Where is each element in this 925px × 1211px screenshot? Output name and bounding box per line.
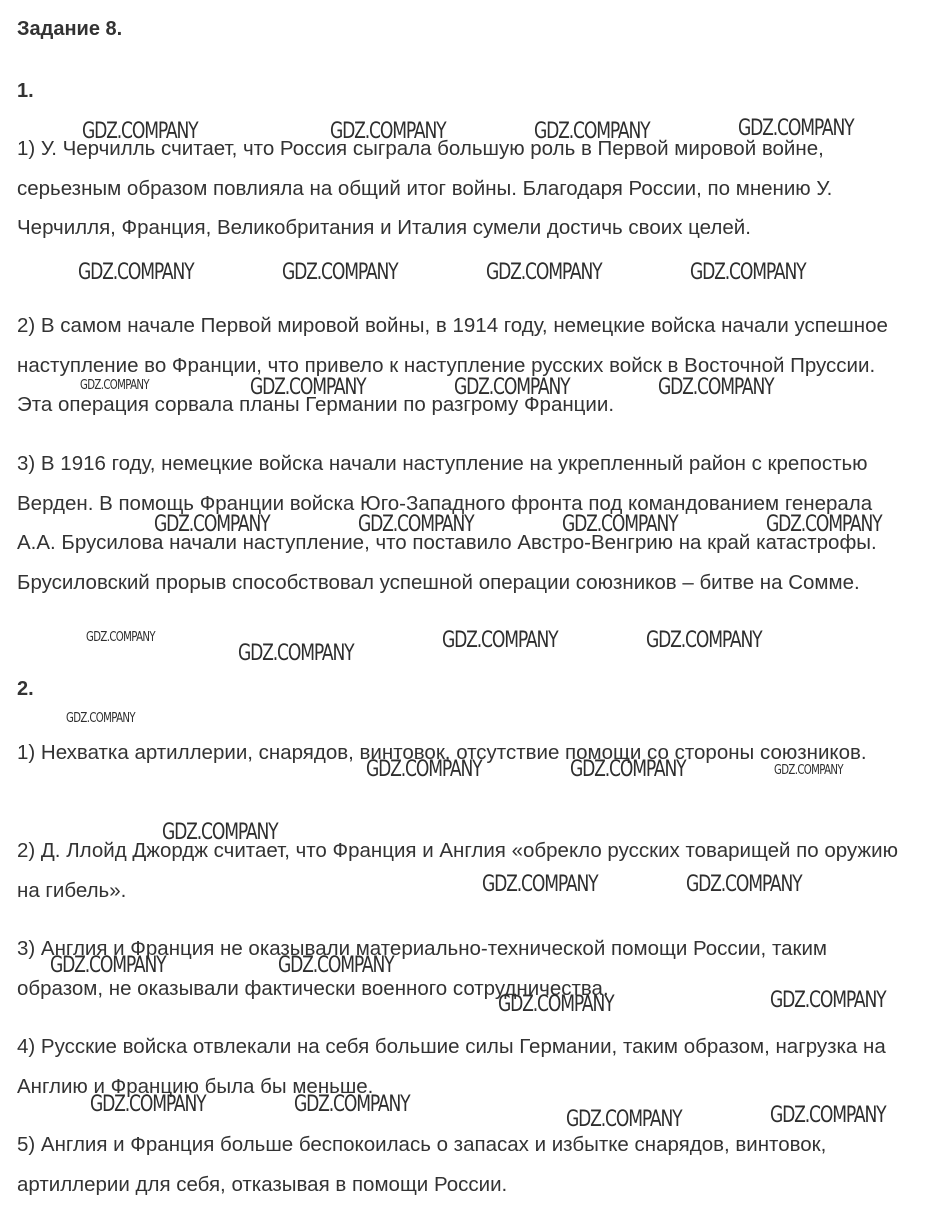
page-title: Задание 8.	[17, 18, 123, 40]
watermark: GDZ.COMPANY	[686, 872, 802, 897]
watermark: GDZ.COMPANY	[566, 1107, 682, 1132]
watermark: GDZ.COMPANY	[498, 992, 614, 1017]
watermark: GDZ.COMPANY	[50, 953, 166, 978]
watermark: GDZ.COMPANY	[442, 628, 558, 653]
watermark: GDZ.COMPANY	[658, 375, 774, 400]
watermark: GDZ.COMPANY	[774, 763, 843, 778]
watermark: GDZ.COMPANY	[366, 757, 482, 782]
watermark: GDZ.COMPANY	[646, 628, 762, 653]
watermark: GDZ.COMPANY	[278, 953, 394, 978]
watermark: GDZ.COMPANY	[90, 1092, 206, 1117]
watermark: GDZ.COMPANY	[86, 630, 155, 645]
watermark: GDZ.COMPANY	[454, 375, 570, 400]
watermark: GDZ.COMPANY	[770, 988, 886, 1013]
watermark: GDZ.COMPANY	[238, 641, 354, 666]
answer-paragraph: 1) У. Черчилль считает, что Россия сыграла большую роль в Первой мировой войне, серьезным образом повлияла на общий итог войны. Благодаря России, по мнению У. Черчилля, Франция, Великобритания и Италия сумели достичь своих целей.	[17, 137, 833, 239]
watermark: GDZ.COMPANY	[82, 119, 198, 144]
watermark: GDZ.COMPANY	[562, 512, 678, 537]
answer-paragraph: 2) В самом начале Первой мировой войны, в 1914 году, немецкие войска начали успешное наступление во Франции, что привело к наступление русских войск в Восточной Пруссии. Эта операция сорвала планы Германии по разгрому Франции.	[17, 314, 888, 416]
watermark: GDZ.COMPANY	[486, 260, 602, 285]
watermark: GDZ.COMPANY	[80, 378, 149, 393]
watermark: GDZ.COMPANY	[162, 820, 278, 845]
watermark: GDZ.COMPANY	[294, 1092, 410, 1117]
answer-paragraph: 3) В 1916 году, немецкие войска начали наступление на укрепленный район с крепостью Верден. В помощь Франции войска Юго-Западного фронта под командованием генерала А.А. Брусилова начали наступление, что поставило Австро-Венгрию на край катастрофы. Брусиловский прорыв способствовал успешной операции союзников – битве на Сомме.	[17, 452, 877, 594]
answer-paragraph: 5) Англия и Франция больше беспокоилась о запасах и избытке снарядов, винтовок, артиллерии для себя, отказывая в помощи России.	[17, 1133, 827, 1196]
answer-paragraph: 4) Русские войска отвлекали на себя большие силы Германии, таким образом, нагрузка на Англию и Францию была бы меньше.	[17, 1035, 886, 1098]
watermark: GDZ.COMPANY	[154, 512, 270, 537]
watermark: GDZ.COMPANY	[250, 375, 366, 400]
watermark: GDZ.COMPANY	[78, 260, 194, 285]
watermark: GDZ.COMPANY	[690, 260, 806, 285]
watermark: GDZ.COMPANY	[358, 512, 474, 537]
section-number-2: 2.	[17, 678, 34, 700]
watermark: GDZ.COMPANY	[570, 757, 686, 782]
watermark: GDZ.COMPANY	[766, 512, 882, 537]
section-number-1: 1.	[17, 80, 34, 102]
watermark: GDZ.COMPANY	[738, 116, 854, 141]
watermark: GDZ.COMPANY	[482, 872, 598, 897]
watermark: GDZ.COMPANY	[770, 1103, 886, 1128]
watermark: GDZ.COMPANY	[282, 260, 398, 285]
watermark: GDZ.COMPANY	[534, 119, 650, 144]
answer-paragraph: 3) Англия и Франция не оказывали материально-технической помощи России, таким образом, не оказывали фактически военного сотрудничества.	[17, 937, 828, 1000]
watermark: GDZ.COMPANY	[66, 711, 135, 726]
watermark: GDZ.COMPANY	[330, 119, 446, 144]
answer-paragraph: 1) Нехватка артиллерии, снарядов, винтовок, отсутствие помощи со стороны союзников.	[17, 741, 867, 764]
answer-paragraph: 2) Д. Ллойд Джордж считает, что Франция и Англия «обрекло русских товарищей по оружию на гибель».	[17, 839, 898, 902]
